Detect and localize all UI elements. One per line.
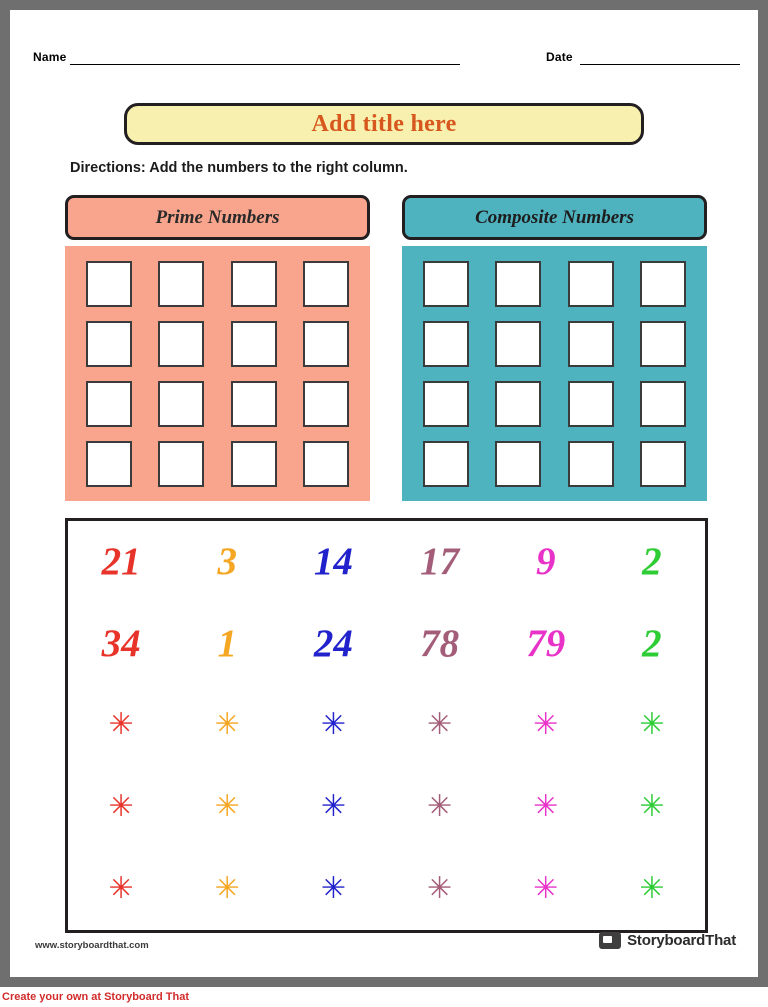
asterisk-icon: ✳ xyxy=(533,871,559,907)
name-label: Name xyxy=(33,50,67,64)
asterisk-icon: ✳ xyxy=(639,707,665,743)
date-input-line[interactable] xyxy=(580,64,740,65)
answer-cell[interactable] xyxy=(640,321,686,367)
answer-cell[interactable] xyxy=(303,441,349,487)
asterisk-icon: ✳ xyxy=(320,707,346,743)
category-header-composite[interactable] xyxy=(402,195,707,240)
asterisk-icon: ✳ xyxy=(427,871,453,907)
bank-number[interactable]: 79 xyxy=(526,622,566,666)
asterisk-icon: ✳ xyxy=(320,789,346,825)
answer-cell[interactable] xyxy=(158,381,204,427)
answer-grid-prime xyxy=(65,246,370,501)
answer-cell[interactable] xyxy=(495,321,541,367)
category-label-composite: Composite Numbers xyxy=(475,206,634,228)
answer-cell[interactable] xyxy=(568,321,614,367)
asterisk-icon: ✳ xyxy=(639,789,665,825)
answer-cell[interactable] xyxy=(423,441,469,487)
name-date-row xyxy=(10,38,758,72)
bank-number[interactable]: 17 xyxy=(420,540,460,584)
asterisk-icon: ✳ xyxy=(639,871,665,907)
asterisk-icon: ✳ xyxy=(108,789,134,825)
asterisk-icon: ✳ xyxy=(214,707,240,743)
asterisk-icon: ✳ xyxy=(427,789,453,825)
answer-cell[interactable] xyxy=(231,261,277,307)
answer-cell[interactable] xyxy=(640,381,686,427)
answer-cell[interactable] xyxy=(303,261,349,307)
answer-cell[interactable] xyxy=(231,441,277,487)
asterisk-icon: ✳ xyxy=(108,871,134,907)
category-column-composite xyxy=(402,195,707,501)
worksheet-page xyxy=(10,10,758,977)
asterisk-icon: ✳ xyxy=(533,789,559,825)
category-header-prime[interactable] xyxy=(65,195,370,240)
bank-number[interactable]: 3 xyxy=(217,540,237,584)
answer-cell[interactable] xyxy=(568,261,614,307)
bottom-caption: Create your own at Storyboard That xyxy=(0,987,768,1007)
name-input-line[interactable] xyxy=(70,64,460,65)
worksheet-title: Add title here xyxy=(311,110,457,137)
category-column-prime xyxy=(65,195,370,501)
asterisk-icon: ✳ xyxy=(427,707,453,743)
answer-cell[interactable] xyxy=(568,441,614,487)
answer-cell[interactable] xyxy=(303,321,349,367)
bank-number[interactable]: 24 xyxy=(313,622,353,666)
answer-cell[interactable] xyxy=(303,381,349,427)
brand-logo[interactable] xyxy=(599,932,736,949)
number-bank xyxy=(65,518,708,933)
bank-number[interactable]: 1 xyxy=(217,622,237,666)
asterisk-icon: ✳ xyxy=(533,707,559,743)
asterisk-icon: ✳ xyxy=(214,871,240,907)
answer-cell[interactable] xyxy=(158,441,204,487)
asterisk-icon: ✳ xyxy=(108,707,134,743)
answer-grid-composite xyxy=(402,246,707,501)
answer-cell[interactable] xyxy=(423,381,469,427)
directions-text: Directions: Add the numbers to the right column. xyxy=(70,160,408,176)
answer-cell[interactable] xyxy=(158,321,204,367)
answer-cell[interactable] xyxy=(640,261,686,307)
footer-url[interactable]: www.storyboardthat.com xyxy=(35,940,149,951)
answer-cell[interactable] xyxy=(495,441,541,487)
answer-cell[interactable] xyxy=(423,321,469,367)
answer-cell[interactable] xyxy=(158,261,204,307)
title-banner[interactable] xyxy=(124,103,644,145)
bank-number[interactable]: 78 xyxy=(420,622,460,666)
bank-number[interactable]: 21 xyxy=(101,540,141,584)
answer-cell[interactable] xyxy=(86,321,132,367)
answer-cell[interactable] xyxy=(86,381,132,427)
bank-number[interactable]: 2 xyxy=(642,540,662,584)
date-label: Date xyxy=(546,50,573,64)
answer-cell[interactable] xyxy=(423,261,469,307)
answer-cell[interactable] xyxy=(231,381,277,427)
answer-cell[interactable] xyxy=(86,261,132,307)
brand-name: StoryboardThat xyxy=(627,932,736,949)
answer-cell[interactable] xyxy=(231,321,277,367)
category-label-prime: Prime Numbers xyxy=(155,206,280,228)
asterisk-icon: ✳ xyxy=(320,871,346,907)
bank-number[interactable]: 34 xyxy=(101,622,141,666)
answer-cell[interactable] xyxy=(640,441,686,487)
camera-icon xyxy=(599,932,621,949)
answer-cell[interactable] xyxy=(495,261,541,307)
answer-cell[interactable] xyxy=(495,381,541,427)
bank-number[interactable]: 14 xyxy=(313,540,353,584)
asterisk-icon: ✳ xyxy=(214,789,240,825)
answer-cell[interactable] xyxy=(568,381,614,427)
number-bank-grid xyxy=(68,521,705,930)
bank-number[interactable]: 9 xyxy=(535,540,556,584)
bank-number[interactable]: 2 xyxy=(642,622,662,666)
answer-cell[interactable] xyxy=(86,441,132,487)
